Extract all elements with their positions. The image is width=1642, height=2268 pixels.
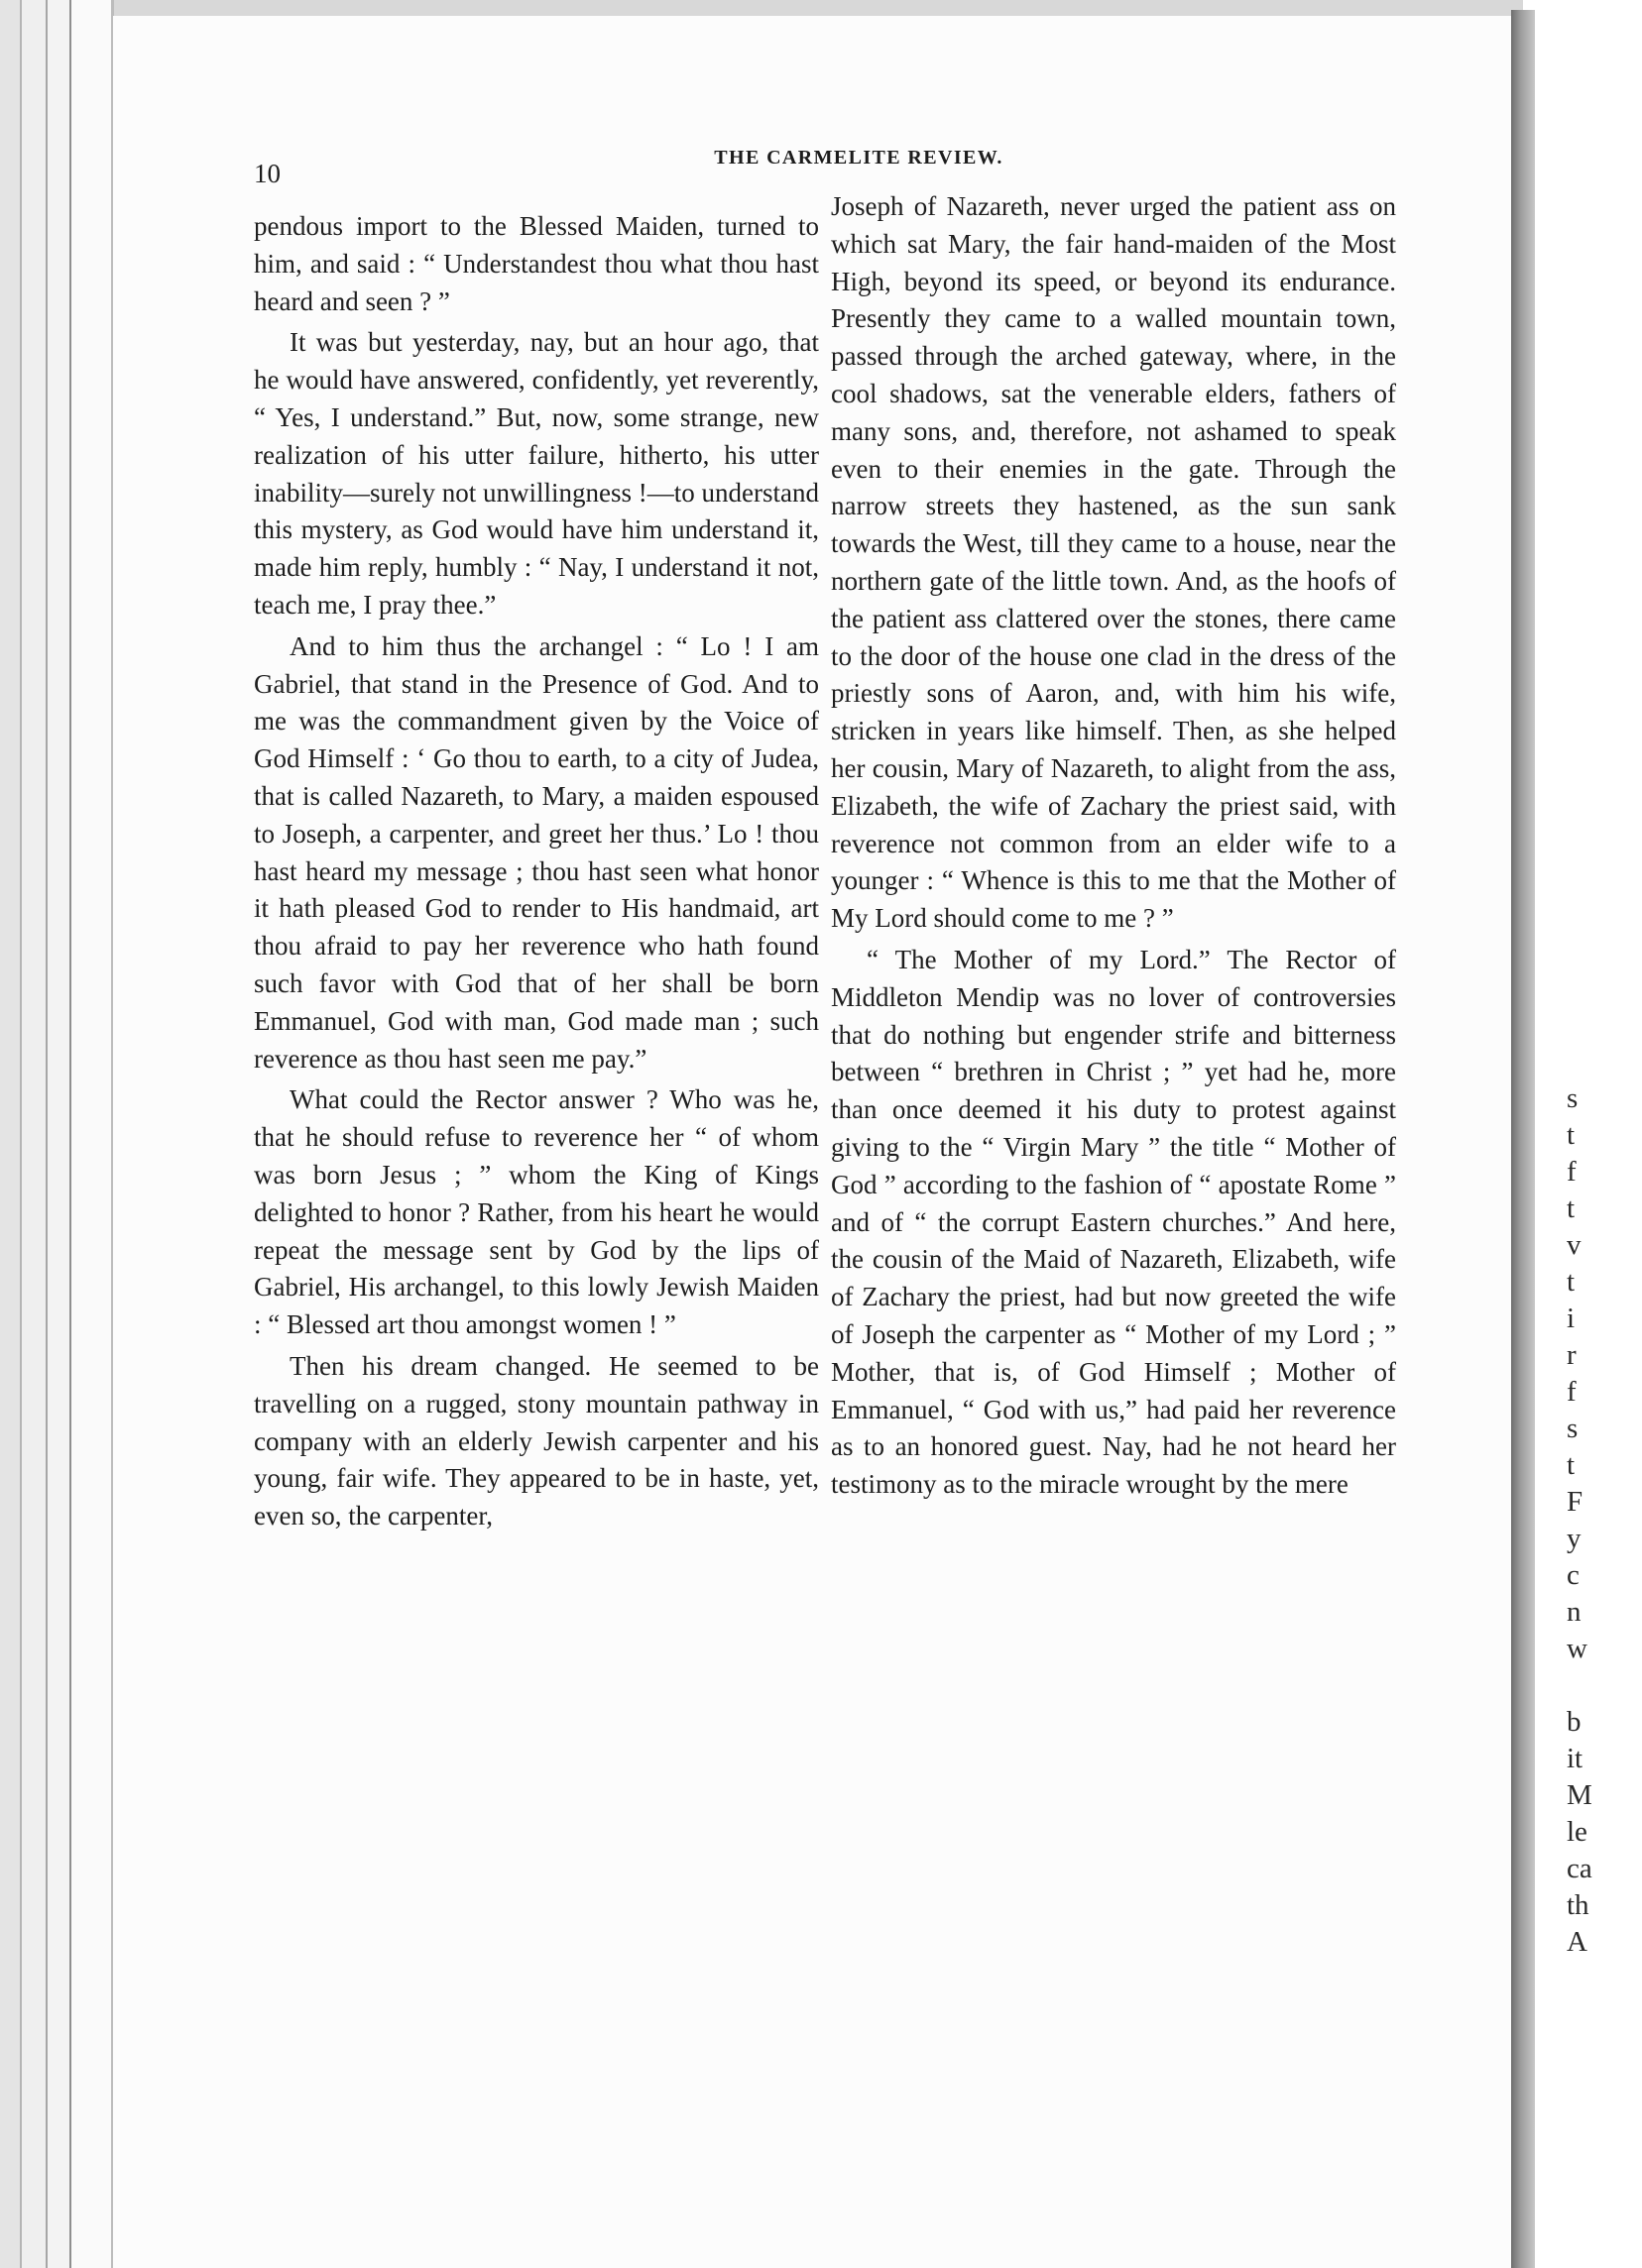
stacked-page-edge [71,0,114,2268]
adjacent-page-line-fragment: t [1567,1449,1576,1481]
running-head-title: THE CARMELITE REVIEW. [714,147,1003,169]
page-number: 10 [254,159,281,188]
adjacent-page-line-fragment: y [1567,1523,1582,1554]
adjacent-page-line-fragment: M [1567,1779,1592,1811]
adjacent-page-line-fragment: r [1567,1339,1577,1371]
adjacent-page-fragment [1535,0,1642,2268]
adjacent-page-line-fragment: t [1567,1192,1576,1224]
running-head [254,147,1404,170]
left-column-paragraph: pendous import to the Blessed Maiden, turned to him, and said : “ Understandest thou what thou hast heard and seen ? ” [254,211,819,316]
adjacent-page-line-fragment [1567,1667,1592,1704]
adjacent-page-line-fragment: t [1567,1119,1576,1151]
adjacent-page-line-fragment: f [1567,1376,1577,1408]
stacked-page-edge [22,0,48,2268]
page-header [254,147,1404,186]
adjacent-page-line-fragment: n [1567,1596,1582,1628]
adjacent-page-line-fragment: b [1567,1706,1582,1738]
adjacent-page-line-fragment: i [1567,1303,1576,1334]
left-column-paragraph: It was but yesterday, nay, but an hour ago, that he would have answered, confidently, yet reverently, “ Yes, I understand.” But, now, some strange, new realization of his utter failure, hitherto, his utter inability—surely not unwillingness !—to understand this mystery, as God would have him understand it, made him reply, humbly : “ Nay, I understand it not, teach me, I pray thee.” [254,327,819,620]
adjacent-page-line-fragment: th [1567,1889,1589,1921]
adjacent-page-line-fragment: s [1567,1413,1579,1444]
adjacent-page-line-fragment: w [1567,1633,1587,1664]
adjacent-page-line-fragment: c [1567,1559,1580,1591]
adjacent-page-line-fragment: ca [1567,1853,1592,1884]
adjacent-page-line-fragment: t [1567,1266,1576,1298]
right-column-paragraph: “ The Mother of my Lord.” The Rector of Middleton Mendip was no lover of controversies that do nothing but engender strife and bitterness between “ brethren in Christ ; ” yet had he, more than once deemed it his duty to protest against giving to the “ Virgin Mary ” the title “ Mother of God ” according to the fashion of “ apostate Rome ” and of “ the corrupt Eastern churches.” And here, the cousin of the Maid of Nazareth, Elizabeth, wife of Zachary the priest, had but now greeted the wife of Joseph the carpenter as “ Mother of my Lord ; ” Mother, that is, of God Himself ; Mother of Emmanuel, “ God with us,” had paid her reverence as to an honored guest. Nay, had he not heard her testimony as to the miracle wrought by the mere [831,944,1396,1500]
left-column-paragraph: And to him thus the archangel : “ Lo ! I am Gabriel, that stand in the Presence of God. And to me was the commandment given by the Voice of God Himself : ‘ Go thou to earth, to a city of Judea, that is called Nazareth, to Mary, a maiden espoused to Joseph, a carpenter, and greet her thus.’ Lo ! thou hast heard my message ; thou hast seen what honor it hath pleased God to render to His handmaid, art thou afraid to pay her reverence who hath found such favor with God that of her shall be born Emmanuel, God with man, God made man ; such reverence as thou hast seen me pay.” [254,630,819,1074]
stacked-page-edge [0,0,22,2268]
adjacent-page-line-fragment: it [1567,1743,1583,1774]
left-column-paragraph: Then his dream changed. He seemed to be travelling on a rugged, stony mountain pathway in company with an elderly Jewish carpenter and his young, fair wife. They appeared to be in haste, yet, even so, the carpenter, [254,1350,819,1531]
right-column-paragraph: Joseph of Nazareth, never urged the patient ass on which sat Mary, the fair hand-maiden of the Most High, beyond its speed, or beyond its endurance. Presently they came to a walled mountain town, passed through the arched gateway, where, in the cool shadows, sat the venerable elders, fathers of many sons, and, therefore, not ashamed to speak even to their enemies in the gate. Through the narrow streets they hastened, as the sun sank towards the West, till they came to a house, near the northern gate of the little town. And, as the hoofs of the patient ass clattered over the stones, there came to the door of the house one clad in the dress of the priestly sons of Aaron, and, with him his wife, stricken in years like himself. Then, as she helped her cousin, Mary of Nazareth, to alight from the ass, Elizabeth, the wife of Zachary the priest said, with reverence not common from an elder wife to a younger : “ Whence is this to me that the Mother of My Lord should come to me ? ” [831,191,1396,934]
adjacent-page-line-fragment: F [1567,1486,1583,1518]
stacked-page-edge [48,0,71,2268]
right-text-column [831,188,1396,1508]
adjacent-page-line-fragment: le [1567,1816,1587,1848]
left-text-column [254,208,819,1539]
adjacent-page-line-fragment: f [1567,1156,1577,1188]
adjacent-page-text [1567,1080,1592,1961]
adjacent-page-line-fragment: s [1567,1082,1579,1114]
binding-gutter [1511,10,1535,2268]
adjacent-page-line-fragment: A [1567,1926,1587,1958]
adjacent-page-line-fragment: v [1567,1229,1582,1261]
left-column-paragraph: What could the Rector answer ? Who was he, that he should refuse to reverence her “ of whom was born Jesus ; ” whom the King of Kings delighted to honor ? Rather, from his heart he would repeat the message sent by God by the lips of Gabriel, His archangel, to this lowly Jewish Maiden : “ Blessed art thou amongst women ! ” [254,1084,819,1340]
